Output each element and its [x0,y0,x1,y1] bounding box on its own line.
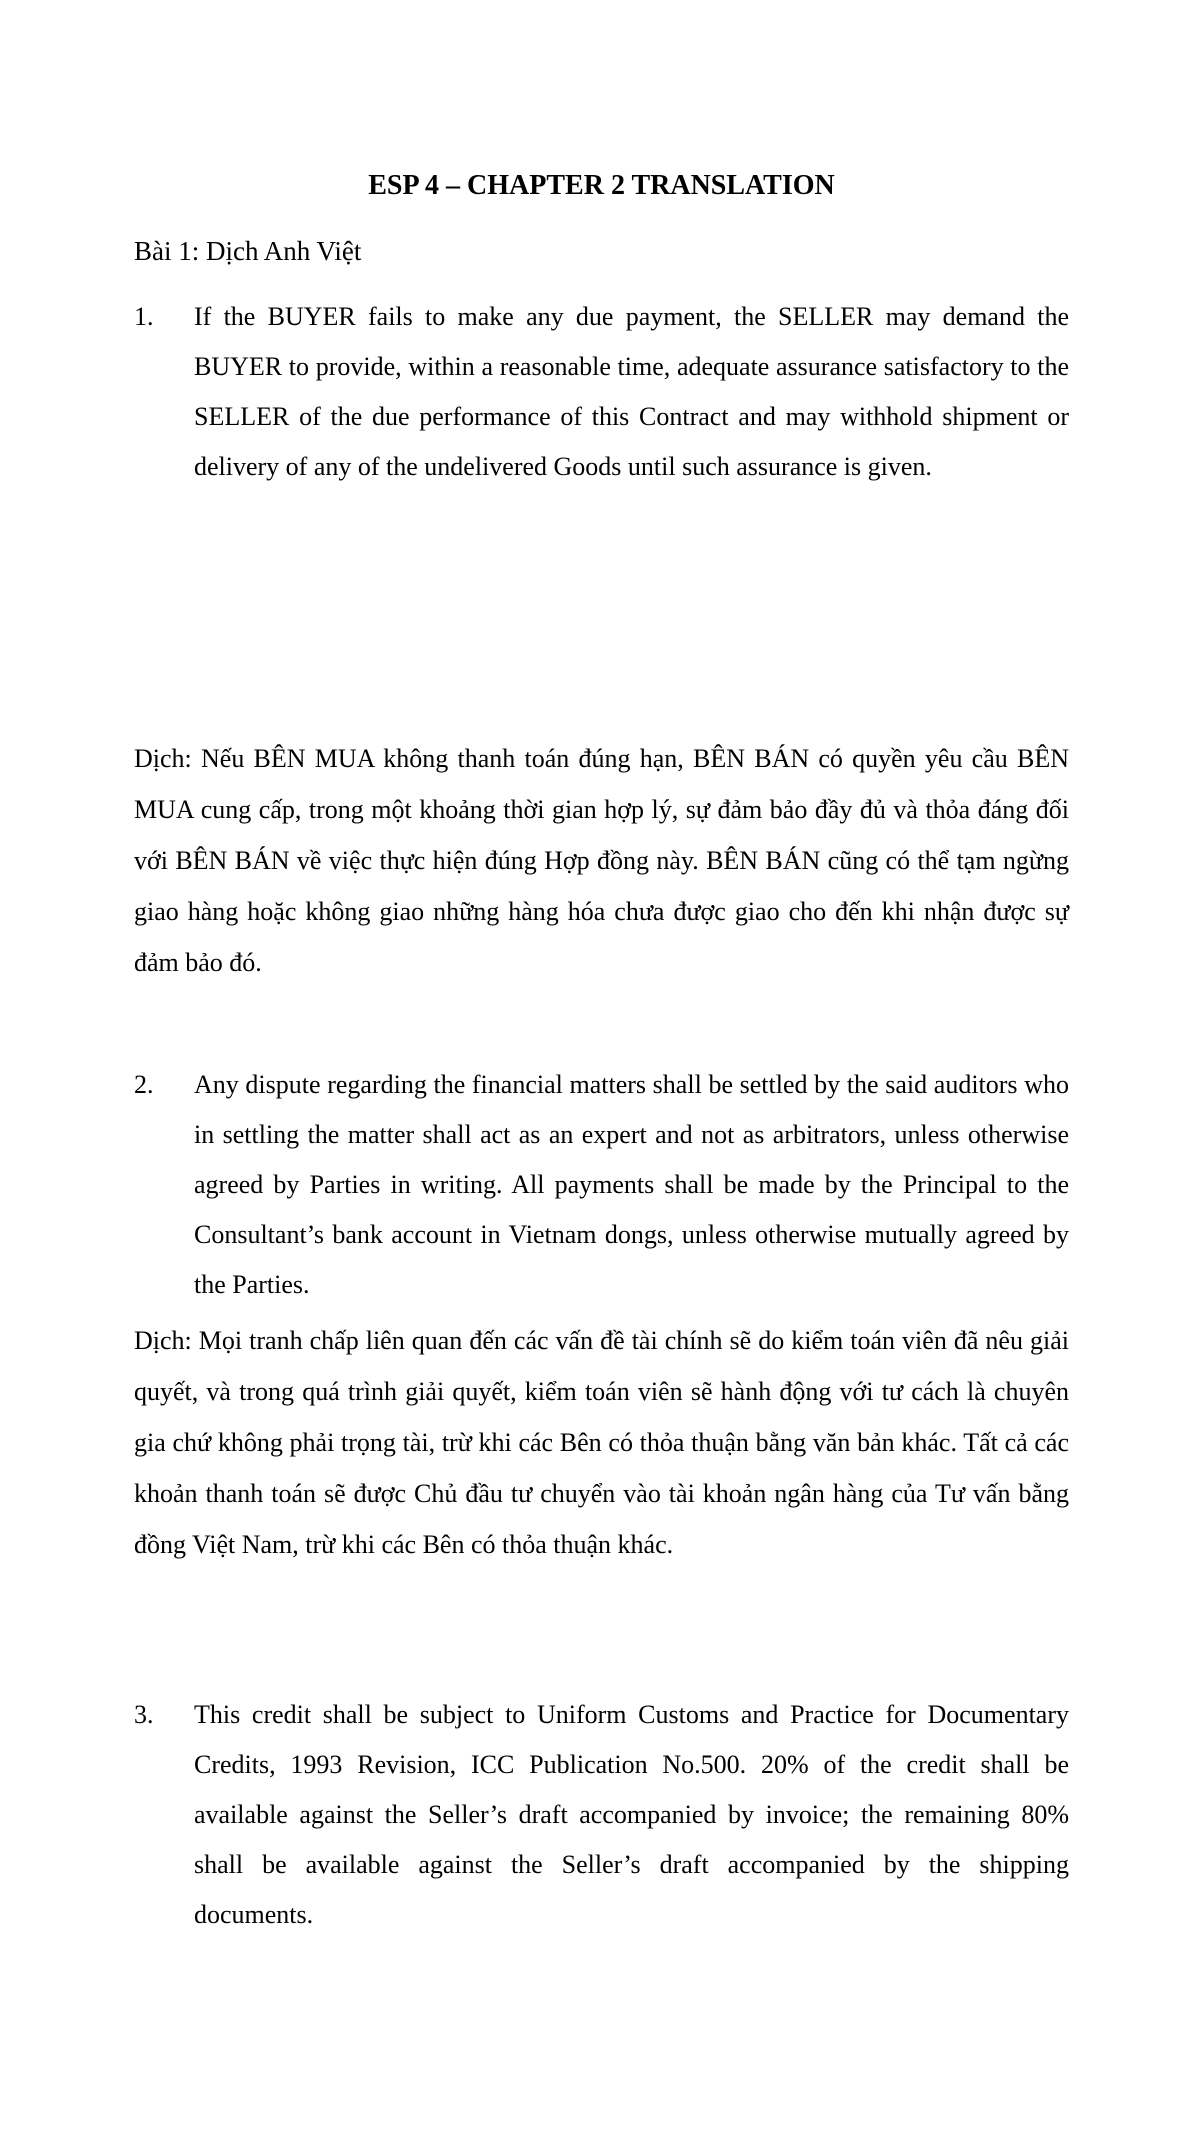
clause-translation-1: Dịch: Nếu BÊN MUA không thanh toán đúng hạn, BÊN BÁN có quyền yêu cầu BÊN MUA cung cấp, trong một khoảng thời gian hợp lý, sự đảm bảo đầy đủ và thỏa đáng đối với BÊN BÁN về việc thực hiện đúng Hợp đồng này. BÊN BÁN cũng có thể tạm ngừng giao hàng hoặc không giao những hàng hóa chưa được giao cho đến khi nhận được sự đảm bảo đó. [134,744,1069,977]
clause-item-3 [134,1690,1069,1940]
section-heading: Bài 1: Dịch Anh Việt [134,236,362,266]
clause-english-text: This credit shall be subject to Uniform Customs and Practice for Documentary Credits, 1993 Revision, ICC Publication No.500. 20% of the credit shall be available against the Seller’s draft accompanied by invoice; the remaining 80% shall be available against the Seller’s draft accompanied by the shipping documents. [194,1700,1069,1929]
clause-item-1 [134,292,1069,492]
clause-item-2 [134,1060,1069,1310]
clause-translation-2: Dịch: Mọi tranh chấp liên quan đến các vấn đề tài chính sẽ do kiểm toán viên đã nêu giải quyết, và trong quá trình giải quyết, kiểm toán viên sẽ hành động với tư cách là chuyên gia chứ không phải trọng tài, trừ khi các Bên có thỏa thuận bằng văn bản khác. Tất cả các khoản thanh toán sẽ được Chủ đầu tư chuyển vào tài khoản ngân hàng của Tư vấn bằng đồng Việt Nam, trừ khi các Bên có thỏa thuận khác. [134,1326,1069,1559]
clause-number: 1. [134,302,154,331]
clause-english-text: If the BUYER fails to make any due payment, the SELLER may demand the BUYER to provide, within a reasonable time, adequate assurance satisfactory to the SELLER of the due performance of this Contract and may withhold shipment or delivery of any of the undelivered Goods until such assurance is given. [194,302,1069,481]
clause-english-text: Any dispute regarding the financial matters shall be settled by the said auditors who in settling the matter shall act as an expert and not as arbitrators, unless otherwise agreed by Parties in writing. All payments shall be made by the Principal to the Consultant’s bank account in Vietnam dongs, unless otherwise mutually agreed by the Parties. [194,1070,1069,1299]
page-title: ESP 4 – CHAPTER 2 TRANSLATION [368,170,835,201]
clause-number: 3. [134,1700,154,1729]
clause-number: 2. [134,1070,154,1099]
